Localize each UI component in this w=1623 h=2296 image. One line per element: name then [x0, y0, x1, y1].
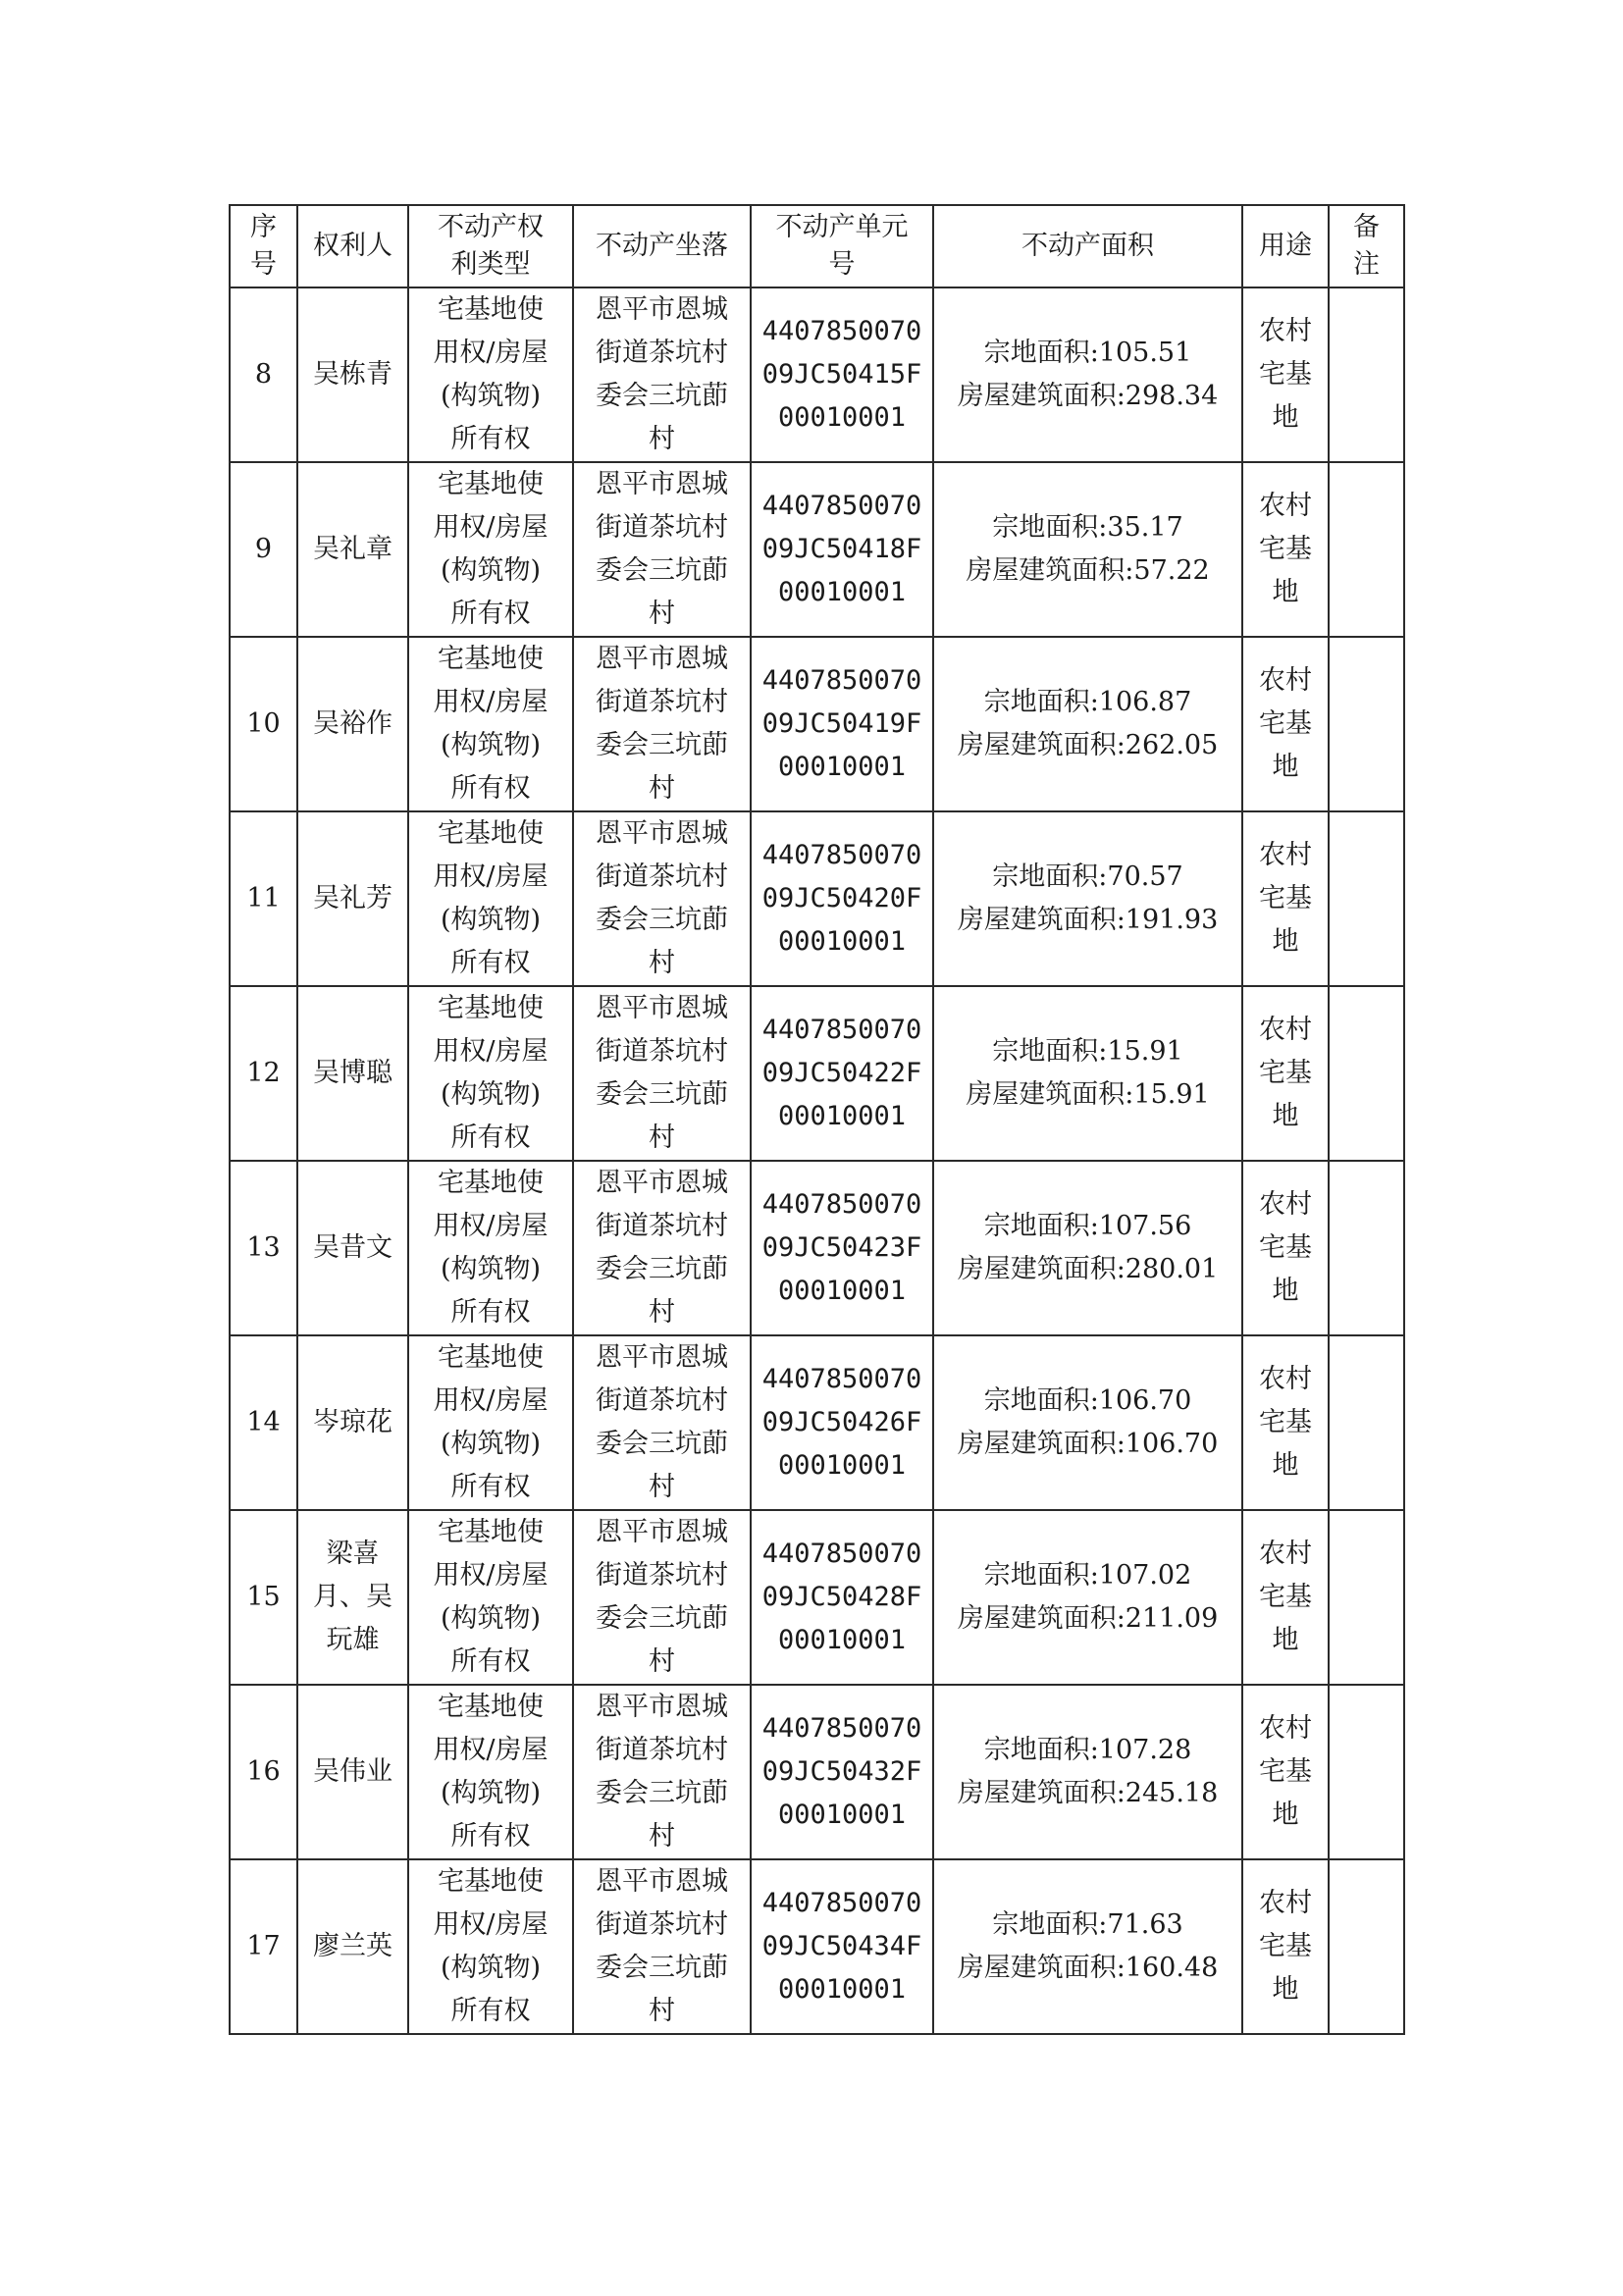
- table-row: [230, 637, 1404, 811]
- cell-area: [933, 1510, 1242, 1685]
- cell-usage-line: 地: [1272, 402, 1299, 433]
- cell-right-type: [408, 1510, 573, 1685]
- cell-usage: [1242, 1685, 1329, 1859]
- cell-holder-line: 月、吴: [313, 1582, 393, 1612]
- cell-area: [933, 287, 1242, 462]
- cell-right-type-line: 宅基地使: [438, 1342, 544, 1373]
- land-area-text: 宗地面积:35.17: [992, 512, 1183, 543]
- cell-remark: [1329, 986, 1404, 1161]
- cell-usage: [1242, 986, 1329, 1161]
- cell-location-line: 村: [649, 1996, 675, 2026]
- building-area-text: 房屋建筑面积:160.48: [957, 1953, 1219, 1983]
- cell-right-type-line: 宅基地使: [438, 1168, 544, 1198]
- cell-usage-line: 地: [1272, 752, 1299, 782]
- cell-right-type-line: (构筑物): [440, 1778, 542, 1808]
- cell-unit-no-line: 4407850070: [761, 1364, 922, 1394]
- building-area-text: 房屋建筑面积:191.93: [957, 905, 1219, 935]
- cell-right-type: [408, 1685, 573, 1859]
- cell-holder-line: 吴伟业: [313, 1756, 393, 1787]
- cell-holder: [297, 1685, 408, 1859]
- cell-location-line: 恩平市恩城: [596, 1342, 728, 1373]
- cell-unit-no-line: 09JC50419F: [761, 708, 922, 739]
- cell-right-type-line: 宅基地使: [438, 644, 544, 674]
- cell-right-type-line: 宅基地使: [438, 469, 544, 499]
- cell-location-line: 街道茶坑村: [596, 1385, 728, 1416]
- cell-location-line: 委会三坑莭: [596, 381, 728, 411]
- cell-holder-line: 吴栋青: [313, 359, 393, 390]
- cell-right-type: [408, 811, 573, 986]
- cell-right-type-line: 所有权: [450, 1646, 531, 1677]
- cell-usage-line: 农村: [1259, 1364, 1312, 1394]
- cell-area: [933, 637, 1242, 811]
- cell-usage-line: 地: [1272, 1101, 1299, 1131]
- cell-usage-line: 宅基: [1259, 1582, 1312, 1612]
- cell-unit-no-line: 00010001: [777, 1276, 907, 1306]
- cell-location: [573, 1335, 751, 1510]
- header-seq: [230, 205, 297, 287]
- cell-location-line: 委会三坑莭: [596, 730, 728, 760]
- cell-holder: [297, 1335, 408, 1510]
- cell-location-line: 村: [649, 1821, 675, 1852]
- cell-holder: [297, 1510, 408, 1685]
- table-row: [230, 1161, 1404, 1335]
- cell-usage-line: 宅基: [1259, 883, 1312, 913]
- cell-holder: [297, 986, 408, 1161]
- cell-area: [933, 1161, 1242, 1335]
- cell-right-type-line: 宅基地使: [438, 294, 544, 325]
- cell-seq: 12: [230, 986, 297, 1161]
- header-unit-no-line: 不动产单元: [775, 212, 909, 242]
- cell-unit-no-line: 00010001: [777, 926, 907, 957]
- cell-right-type-line: 所有权: [450, 1996, 531, 2026]
- cell-location-line: 村: [649, 948, 675, 978]
- cell-right-type-line: 宅基地使: [438, 818, 544, 849]
- cell-usage: [1242, 1335, 1329, 1510]
- cell-location: [573, 1161, 751, 1335]
- cell-unit-no: [751, 1510, 933, 1685]
- cell-location: [573, 986, 751, 1161]
- cell-remark: [1329, 811, 1404, 986]
- building-area-text: 房屋建筑面积:245.18: [957, 1778, 1219, 1808]
- cell-right-type: [408, 462, 573, 637]
- cell-right-type-line: 所有权: [450, 424, 531, 454]
- table-body: [230, 287, 1404, 2034]
- header-holder: 权利人: [297, 205, 408, 287]
- cell-usage-line: 宅基: [1259, 534, 1312, 564]
- cell-holder-line: 廖兰英: [313, 1931, 393, 1961]
- cell-location-line: 街道茶坑村: [596, 1036, 728, 1067]
- cell-holder-line: 吴昔文: [313, 1232, 393, 1263]
- cell-usage-line: 宅基: [1259, 1756, 1312, 1787]
- cell-unit-no: [751, 811, 933, 986]
- cell-location-line: 街道茶坑村: [596, 687, 728, 717]
- cell-usage-line: 地: [1272, 1276, 1299, 1306]
- cell-unit-no-line: 00010001: [777, 402, 907, 433]
- cell-holder: [297, 1161, 408, 1335]
- building-area-text: 房屋建筑面积:280.01: [957, 1254, 1219, 1284]
- cell-location-line: 恩平市恩城: [596, 294, 728, 325]
- cell-unit-no-line: 4407850070: [761, 491, 922, 521]
- cell-right-type-line: 用权/房屋: [433, 861, 549, 892]
- cell-area: [933, 1335, 1242, 1510]
- cell-usage: [1242, 811, 1329, 986]
- land-area-text: 宗地面积:107.02: [983, 1560, 1192, 1591]
- cell-location-line: 委会三坑莭: [596, 1429, 728, 1459]
- header-remark-line: 备: [1353, 212, 1380, 242]
- cell-usage-line: 农村: [1259, 1888, 1312, 1918]
- table-row: [230, 1685, 1404, 1859]
- cell-right-type-line: 所有权: [450, 1297, 531, 1328]
- cell-right-type-line: 用权/房屋: [433, 338, 549, 368]
- cell-location-line: 街道茶坑村: [596, 1560, 728, 1591]
- cell-right-type-line: (构筑物): [440, 1953, 542, 1983]
- cell-location-line: 街道茶坑村: [596, 338, 728, 368]
- cell-right-type-line: 用权/房屋: [433, 1909, 549, 1940]
- cell-seq: 13: [230, 1161, 297, 1335]
- cell-usage-line: 农村: [1259, 316, 1312, 346]
- cell-holder-line: 岑琼花: [313, 1407, 393, 1437]
- cell-usage-line: 农村: [1259, 840, 1312, 870]
- cell-location-line: 村: [649, 1472, 675, 1502]
- cell-unit-no-line: 00010001: [777, 752, 907, 782]
- cell-seq: 9: [230, 462, 297, 637]
- cell-unit-no: [751, 287, 933, 462]
- building-area-text: 房屋建筑面积:298.34: [957, 381, 1219, 411]
- cell-usage-line: 农村: [1259, 1189, 1312, 1220]
- cell-holder-line: 玩雄: [326, 1625, 380, 1655]
- cell-right-type-line: 宅基地使: [438, 1517, 544, 1547]
- cell-location-line: 委会三坑莭: [596, 1079, 728, 1110]
- cell-holder-line: 吴礼芳: [313, 883, 393, 913]
- cell-unit-no-line: 09JC50428F: [761, 1582, 922, 1612]
- cell-unit-no-line: 09JC50434F: [761, 1931, 922, 1961]
- cell-location-line: 街道茶坑村: [596, 861, 728, 892]
- building-area-text: 房屋建筑面积:262.05: [957, 730, 1219, 760]
- cell-unit-no-line: 09JC50423F: [761, 1232, 922, 1263]
- cell-right-type-line: (构筑物): [440, 1429, 542, 1459]
- cell-right-type: [408, 637, 573, 811]
- cell-usage: [1242, 1510, 1329, 1685]
- cell-right-type-line: 宅基地使: [438, 993, 544, 1023]
- cell-holder-line: 梁喜: [326, 1539, 380, 1569]
- cell-right-type-line: 用权/房屋: [433, 687, 549, 717]
- table-row: [230, 811, 1404, 986]
- cell-unit-no-line: 4407850070: [761, 665, 922, 696]
- table-row: [230, 462, 1404, 637]
- property-registry-table: [229, 204, 1405, 2035]
- building-area-text: 房屋建筑面积:57.22: [966, 555, 1210, 586]
- cell-unit-no-line: 00010001: [777, 1101, 907, 1131]
- cell-usage-line: 宅基: [1259, 359, 1312, 390]
- cell-right-type-line: 所有权: [450, 1122, 531, 1153]
- cell-right-type-line: 所有权: [450, 773, 531, 804]
- cell-unit-no-line: 00010001: [777, 1800, 907, 1830]
- table-row: [230, 1335, 1404, 1510]
- cell-location-line: 恩平市恩城: [596, 1866, 728, 1897]
- cell-location: [573, 287, 751, 462]
- land-area-text: 宗地面积:71.63: [992, 1909, 1183, 1940]
- cell-unit-no: [751, 1335, 933, 1510]
- cell-seq: 11: [230, 811, 297, 986]
- header-right-type-line: 利类型: [450, 249, 531, 280]
- cell-unit-no: [751, 1859, 933, 2034]
- cell-right-type-line: 用权/房屋: [433, 1036, 549, 1067]
- header-location: 不动产坐落: [573, 205, 751, 287]
- cell-holder: [297, 811, 408, 986]
- building-area-text: 房屋建筑面积:15.91: [966, 1079, 1210, 1110]
- cell-unit-no-line: 4407850070: [761, 1189, 922, 1220]
- cell-area: [933, 1685, 1242, 1859]
- table-row: [230, 986, 1404, 1161]
- land-area-text: 宗地面积:15.91: [992, 1036, 1183, 1067]
- cell-usage: [1242, 1161, 1329, 1335]
- cell-location-line: 委会三坑莭: [596, 555, 728, 586]
- cell-location: [573, 1510, 751, 1685]
- cell-right-type-line: 宅基地使: [438, 1866, 544, 1897]
- cell-location-line: 恩平市恩城: [596, 469, 728, 499]
- cell-location-line: 村: [649, 599, 675, 629]
- cell-usage-line: 地: [1272, 1625, 1299, 1655]
- cell-right-type: [408, 287, 573, 462]
- cell-right-type: [408, 1859, 573, 2034]
- cell-seq: 10: [230, 637, 297, 811]
- cell-location-line: 委会三坑莭: [596, 1778, 728, 1808]
- cell-right-type-line: 所有权: [450, 948, 531, 978]
- cell-right-type-line: 用权/房屋: [433, 512, 549, 543]
- cell-holder: [297, 637, 408, 811]
- cell-location-line: 村: [649, 1646, 675, 1677]
- cell-right-type-line: 宅基地使: [438, 1692, 544, 1722]
- cell-remark: [1329, 1859, 1404, 2034]
- building-area-text: 房屋建筑面积:211.09: [957, 1603, 1219, 1634]
- header-seq-line: 号: [250, 249, 277, 280]
- cell-location: [573, 637, 751, 811]
- cell-location-line: 村: [649, 424, 675, 454]
- cell-usage: [1242, 287, 1329, 462]
- cell-location-line: 恩平市恩城: [596, 1692, 728, 1722]
- cell-location: [573, 462, 751, 637]
- cell-usage-line: 农村: [1259, 491, 1312, 521]
- cell-right-type-line: 用权/房屋: [433, 1735, 549, 1765]
- cell-location-line: 委会三坑莭: [596, 1953, 728, 1983]
- cell-usage-line: 宅基: [1259, 1058, 1312, 1088]
- header-right-type: [408, 205, 573, 287]
- cell-right-type-line: 所有权: [450, 599, 531, 629]
- cell-unit-no-line: 09JC50415F: [761, 359, 922, 390]
- cell-location-line: 村: [649, 1297, 675, 1328]
- cell-location-line: 村: [649, 773, 675, 804]
- cell-location-line: 恩平市恩城: [596, 1517, 728, 1547]
- cell-usage-line: 地: [1272, 1974, 1299, 2005]
- cell-usage-line: 宅基: [1259, 1407, 1312, 1437]
- cell-location: [573, 1859, 751, 2034]
- cell-location-line: 委会三坑莭: [596, 905, 728, 935]
- cell-holder: [297, 287, 408, 462]
- cell-usage-line: 宅基: [1259, 708, 1312, 739]
- header-unit-no: [751, 205, 933, 287]
- building-area-text: 房屋建筑面积:106.70: [957, 1429, 1219, 1459]
- table-row: [230, 287, 1404, 462]
- cell-right-type-line: 用权/房屋: [433, 1560, 549, 1591]
- cell-usage-line: 地: [1272, 926, 1299, 957]
- cell-area: [933, 811, 1242, 986]
- cell-right-type: [408, 986, 573, 1161]
- cell-seq: 17: [230, 1859, 297, 2034]
- cell-usage-line: 地: [1272, 577, 1299, 607]
- cell-unit-no: [751, 986, 933, 1161]
- table-row: [230, 1859, 1404, 2034]
- cell-unit-no-line: 4407850070: [761, 1015, 922, 1045]
- cell-holder: [297, 1859, 408, 2034]
- cell-right-type-line: 所有权: [450, 1821, 531, 1852]
- cell-right-type-line: (构筑物): [440, 1254, 542, 1284]
- cell-location-line: 恩平市恩城: [596, 1168, 728, 1198]
- cell-right-type-line: (构筑物): [440, 730, 542, 760]
- cell-unit-no: [751, 462, 933, 637]
- cell-seq: 15: [230, 1510, 297, 1685]
- cell-usage-line: 农村: [1259, 1713, 1312, 1744]
- cell-location-line: 委会三坑莭: [596, 1603, 728, 1634]
- table-row: [230, 1510, 1404, 1685]
- cell-remark: [1329, 462, 1404, 637]
- cell-unit-no-line: 4407850070: [761, 316, 922, 346]
- cell-unit-no: [751, 637, 933, 811]
- cell-location: [573, 1685, 751, 1859]
- cell-right-type: [408, 1161, 573, 1335]
- cell-location-line: 恩平市恩城: [596, 993, 728, 1023]
- cell-unit-no-line: 00010001: [777, 577, 907, 607]
- cell-right-type: [408, 1335, 573, 1510]
- cell-unit-no-line: 00010001: [777, 1974, 907, 2005]
- cell-holder-line: 吴礼章: [313, 534, 393, 564]
- header-seq-line: 序: [250, 212, 277, 242]
- cell-remark: [1329, 1685, 1404, 1859]
- header-usage: 用途: [1242, 205, 1329, 287]
- cell-seq: 8: [230, 287, 297, 462]
- cell-right-type-line: 用权/房屋: [433, 1385, 549, 1416]
- cell-unit-no-line: 4407850070: [761, 840, 922, 870]
- cell-remark: [1329, 287, 1404, 462]
- cell-unit-no-line: 4407850070: [761, 1539, 922, 1569]
- cell-usage-line: 地: [1272, 1800, 1299, 1830]
- cell-remark: [1329, 1161, 1404, 1335]
- table-header-row: [230, 205, 1404, 287]
- cell-location-line: 街道茶坑村: [596, 1211, 728, 1241]
- cell-location-line: 街道茶坑村: [596, 1735, 728, 1765]
- cell-right-type-line: 所有权: [450, 1472, 531, 1502]
- cell-location-line: 街道茶坑村: [596, 512, 728, 543]
- cell-remark: [1329, 1510, 1404, 1685]
- header-area: 不动产面积: [933, 205, 1242, 287]
- cell-location: [573, 811, 751, 986]
- cell-right-type-line: (构筑物): [440, 555, 542, 586]
- cell-unit-no-line: 4407850070: [761, 1888, 922, 1918]
- cell-holder: [297, 462, 408, 637]
- cell-area: [933, 462, 1242, 637]
- cell-unit-no: [751, 1161, 933, 1335]
- cell-right-type-line: (构筑物): [440, 1603, 542, 1634]
- cell-right-type-line: (构筑物): [440, 905, 542, 935]
- cell-usage-line: 地: [1272, 1450, 1299, 1481]
- land-area-text: 宗地面积:107.56: [983, 1211, 1192, 1241]
- cell-area: [933, 986, 1242, 1161]
- header-remark-line: 注: [1353, 249, 1380, 280]
- cell-unit-no-line: 09JC50418F: [761, 534, 922, 564]
- header-right-type-line: 不动产权: [438, 212, 544, 242]
- cell-location-line: 恩平市恩城: [596, 644, 728, 674]
- cell-unit-no-line: 4407850070: [761, 1713, 922, 1744]
- land-area-text: 宗地面积:107.28: [983, 1735, 1192, 1765]
- cell-usage-line: 农村: [1259, 1015, 1312, 1045]
- cell-location-line: 街道茶坑村: [596, 1909, 728, 1940]
- cell-unit-no-line: 09JC50432F: [761, 1756, 922, 1787]
- cell-location-line: 恩平市恩城: [596, 818, 728, 849]
- cell-usage: [1242, 1859, 1329, 2034]
- cell-right-type-line: (构筑物): [440, 1079, 542, 1110]
- cell-usage: [1242, 462, 1329, 637]
- cell-location-line: 村: [649, 1122, 675, 1153]
- land-area-text: 宗地面积:70.57: [992, 861, 1183, 892]
- cell-location-line: 委会三坑莭: [596, 1254, 728, 1284]
- cell-usage-line: 农村: [1259, 1539, 1312, 1569]
- cell-remark: [1329, 637, 1404, 811]
- cell-unit-no-line: 00010001: [777, 1625, 907, 1655]
- cell-area: [933, 1859, 1242, 2034]
- header-unit-no-line: 号: [828, 249, 856, 280]
- cell-usage: [1242, 637, 1329, 811]
- cell-unit-no: [751, 1685, 933, 1859]
- cell-holder-line: 吴裕作: [313, 708, 393, 739]
- land-area-text: 宗地面积:106.87: [983, 687, 1192, 717]
- cell-seq: 16: [230, 1685, 297, 1859]
- header-remark: [1329, 205, 1404, 287]
- cell-usage-line: 宅基: [1259, 1931, 1312, 1961]
- cell-usage-line: 宅基: [1259, 1232, 1312, 1263]
- cell-remark: [1329, 1335, 1404, 1510]
- cell-unit-no-line: 09JC50422F: [761, 1058, 922, 1088]
- cell-unit-no-line: 00010001: [777, 1450, 907, 1481]
- land-area-text: 宗地面积:106.70: [983, 1385, 1192, 1416]
- cell-right-type-line: 用权/房屋: [433, 1211, 549, 1241]
- cell-usage-line: 农村: [1259, 665, 1312, 696]
- cell-seq: 14: [230, 1335, 297, 1510]
- cell-unit-no-line: 09JC50426F: [761, 1407, 922, 1437]
- cell-unit-no-line: 09JC50420F: [761, 883, 922, 913]
- cell-holder-line: 吴博聪: [313, 1058, 393, 1088]
- cell-right-type-line: (构筑物): [440, 381, 542, 411]
- land-area-text: 宗地面积:105.51: [983, 338, 1192, 368]
